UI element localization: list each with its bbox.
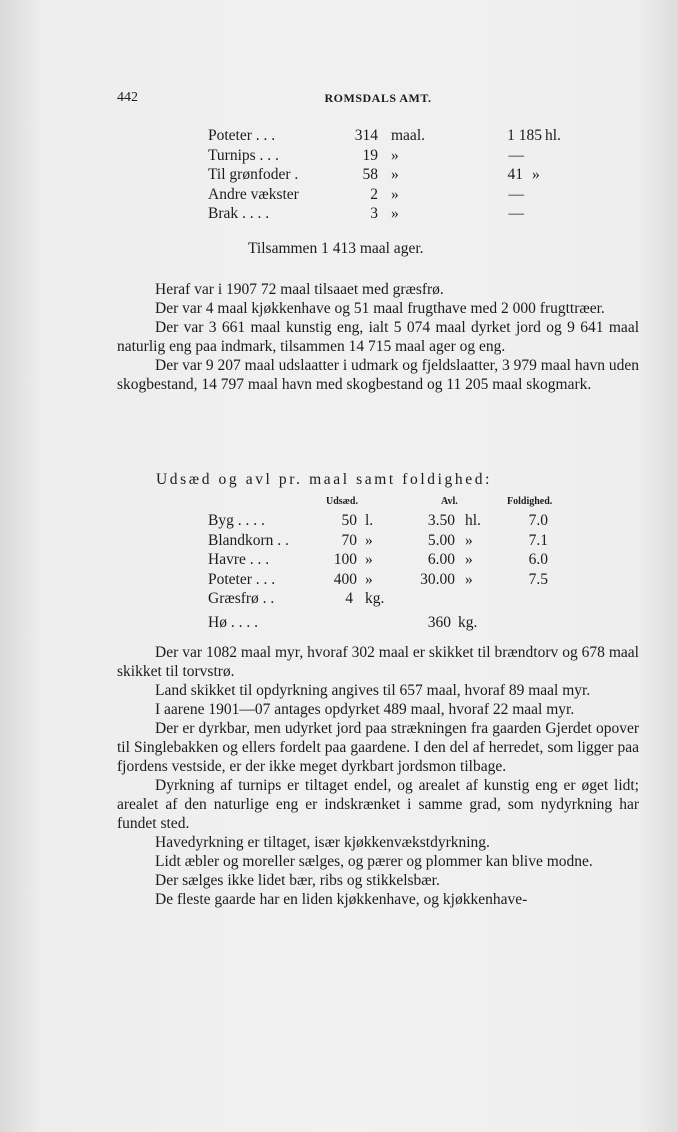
crop-area: 314 bbox=[354, 127, 378, 144]
crop-yield: — bbox=[508, 146, 524, 164]
paragraph: I aarene 1901—07 antages opdyrket 489 maal, hvoraf 22 maal myr. bbox=[155, 701, 575, 718]
foldighed-value: 7.5 bbox=[528, 570, 548, 588]
foldighed-value: 7.1 bbox=[528, 531, 548, 549]
avl-value: 30.00 bbox=[420, 570, 455, 588]
crop-name: Andre vækster bbox=[208, 185, 299, 203]
total-line: Tilsammen 1 413 maal ager. bbox=[248, 240, 424, 257]
crop-name: Til grønfoder . bbox=[208, 166, 299, 183]
table-row bbox=[208, 512, 568, 532]
paragraph: Havedyrkning er tiltaget, især kjøkkenvækstdyrkning. bbox=[155, 834, 490, 851]
crop-area: 58 bbox=[362, 166, 378, 183]
crop-area-unit: » bbox=[391, 166, 399, 183]
yield-table bbox=[208, 496, 568, 633]
crop-area-unit: maal. bbox=[391, 127, 425, 144]
crop-name: Hø . . . . bbox=[208, 613, 258, 631]
paragraph: Der var 4 maal kjøkkenhave og 51 maal frugthave med 2 000 frugttræer. bbox=[155, 300, 605, 317]
yield-heading: Udsæd og avl pr. maal samt foldighed: bbox=[156, 471, 492, 488]
table-row bbox=[208, 186, 568, 206]
paragraph: Der var 9 207 maal udslaatter i udmark og fjeldslaatter, 3 979 maal havn uden skogbestand, 14 797 maal havn med skogbestand og 11 205 maal skogmark. bbox=[117, 357, 639, 393]
crop-area-unit: » bbox=[391, 205, 399, 222]
crop-area: 2 bbox=[370, 185, 378, 203]
paragraph: Der sælges ikke lidet bær, ribs og stikkelsbær. bbox=[155, 872, 440, 889]
table-row bbox=[208, 551, 568, 571]
text-block-2 bbox=[117, 643, 639, 909]
crop-name: Byg . . . . bbox=[208, 512, 265, 529]
udsaed-unit: » bbox=[365, 531, 373, 549]
yield-column-headers bbox=[208, 496, 568, 512]
foldighed-value: 6.0 bbox=[528, 551, 548, 568]
page-header bbox=[117, 90, 639, 110]
crop-area: 3 bbox=[370, 205, 378, 222]
crop-area: 19 bbox=[362, 146, 378, 164]
crop-yield-unit: hl. bbox=[545, 127, 561, 144]
paragraph: Lidt æbler og moreller sælges, og pærer og plommer kan blive modne. bbox=[155, 853, 593, 870]
udsaed-unit: » bbox=[365, 551, 373, 568]
table-row bbox=[208, 166, 568, 186]
udsaed-unit: kg. bbox=[365, 590, 385, 607]
udsaed-value: 4 bbox=[345, 590, 353, 607]
running-title: ROMSDALS AMT. bbox=[324, 91, 432, 105]
crop-name: Brak . . . . bbox=[208, 205, 270, 222]
avl-unit: kg. bbox=[458, 613, 478, 631]
avl-value: 5.00 bbox=[427, 531, 455, 549]
crop-name: Havre . . . bbox=[208, 551, 270, 568]
crop-area-unit: » bbox=[391, 146, 399, 164]
table-row bbox=[208, 147, 568, 167]
foldighed-value: 7.0 bbox=[528, 512, 548, 529]
crop-yield: — bbox=[508, 205, 524, 222]
table-row bbox=[208, 614, 568, 634]
paragraph: Der var 1082 maal myr, hvoraf 302 maal er skikket til brændtorv og 678 maal skikket til torvstrø. bbox=[117, 644, 639, 680]
crop-yield: — bbox=[508, 185, 524, 203]
udsaed-value: 400 bbox=[333, 570, 357, 588]
udsaed-value: 70 bbox=[341, 531, 357, 549]
table-row bbox=[208, 590, 568, 610]
paragraph: Der var 3 661 maal kunstig eng, ialt 5 074 maal dyrket jord og 9 641 maal naturlig eng paa indmark, tilsammen 14 715 maal ager og eng. bbox=[117, 319, 639, 355]
avl-unit: » bbox=[465, 570, 473, 588]
crop-name: Græsfrø . . bbox=[208, 590, 275, 607]
udsaed-value: 50 bbox=[341, 512, 357, 529]
crop-yield-unit: » bbox=[532, 166, 540, 183]
column-header-avl: Avl. bbox=[441, 496, 458, 507]
crop-name: Poteter . . . bbox=[208, 127, 276, 144]
avl-value: 360 bbox=[427, 613, 451, 631]
udsaed-unit: l. bbox=[365, 512, 374, 529]
avl-unit: hl. bbox=[465, 512, 481, 529]
crop-yield: 1 185 bbox=[507, 127, 542, 144]
avl-value: 6.00 bbox=[427, 551, 455, 568]
column-header-udsaed: Udsæd. bbox=[326, 496, 358, 507]
paragraph: De fleste gaarde har en liden kjøkkenhave, og kjøkkenhave- bbox=[155, 891, 528, 908]
crop-name: Blandkorn . . bbox=[208, 531, 289, 549]
crop-name: Poteter . . . bbox=[208, 570, 276, 588]
udsaed-unit: » bbox=[365, 570, 373, 588]
table-row bbox=[208, 127, 568, 147]
crop-yield: 41 bbox=[507, 166, 523, 183]
crop-name: Turnips . . . bbox=[208, 146, 279, 164]
avl-unit: » bbox=[465, 531, 473, 549]
page-number: 442 bbox=[117, 90, 138, 105]
crop-area-table bbox=[208, 127, 568, 225]
crop-area-unit: » bbox=[391, 185, 399, 203]
avl-value: 3.50 bbox=[427, 512, 455, 529]
table-row bbox=[208, 532, 568, 552]
paragraph: Land skikket til opdyrkning angives til 657 maal, hvoraf 89 maal myr. bbox=[155, 682, 591, 699]
table-row bbox=[208, 205, 568, 225]
paragraph: Der er dyrkbar, men udyrket jord paa strækningen fra gaarden Gjerdet opover til Singlebakken og ellers fordelt paa gaardene. I den del af herredet, som ligger paa fjordens vestside, er der ikke meget dyrkbart jordsmon tilbage. bbox=[117, 720, 639, 775]
paragraph: Dyrkning af turnips er tiltaget endel, og arealet af kunstig eng er øget lidt; arealet af den naturlige eng er indskrænket i samme grad, som nydyrkning har fundet sted. bbox=[117, 777, 639, 832]
column-header-foldighed: Foldighed. bbox=[507, 496, 553, 507]
text-block-1 bbox=[117, 280, 639, 394]
paragraph: Heraf var i 1907 72 maal tilsaaet med græsfrø. bbox=[155, 281, 444, 298]
table-row bbox=[208, 571, 568, 591]
udsaed-value: 100 bbox=[333, 551, 357, 568]
avl-unit: » bbox=[465, 551, 473, 568]
